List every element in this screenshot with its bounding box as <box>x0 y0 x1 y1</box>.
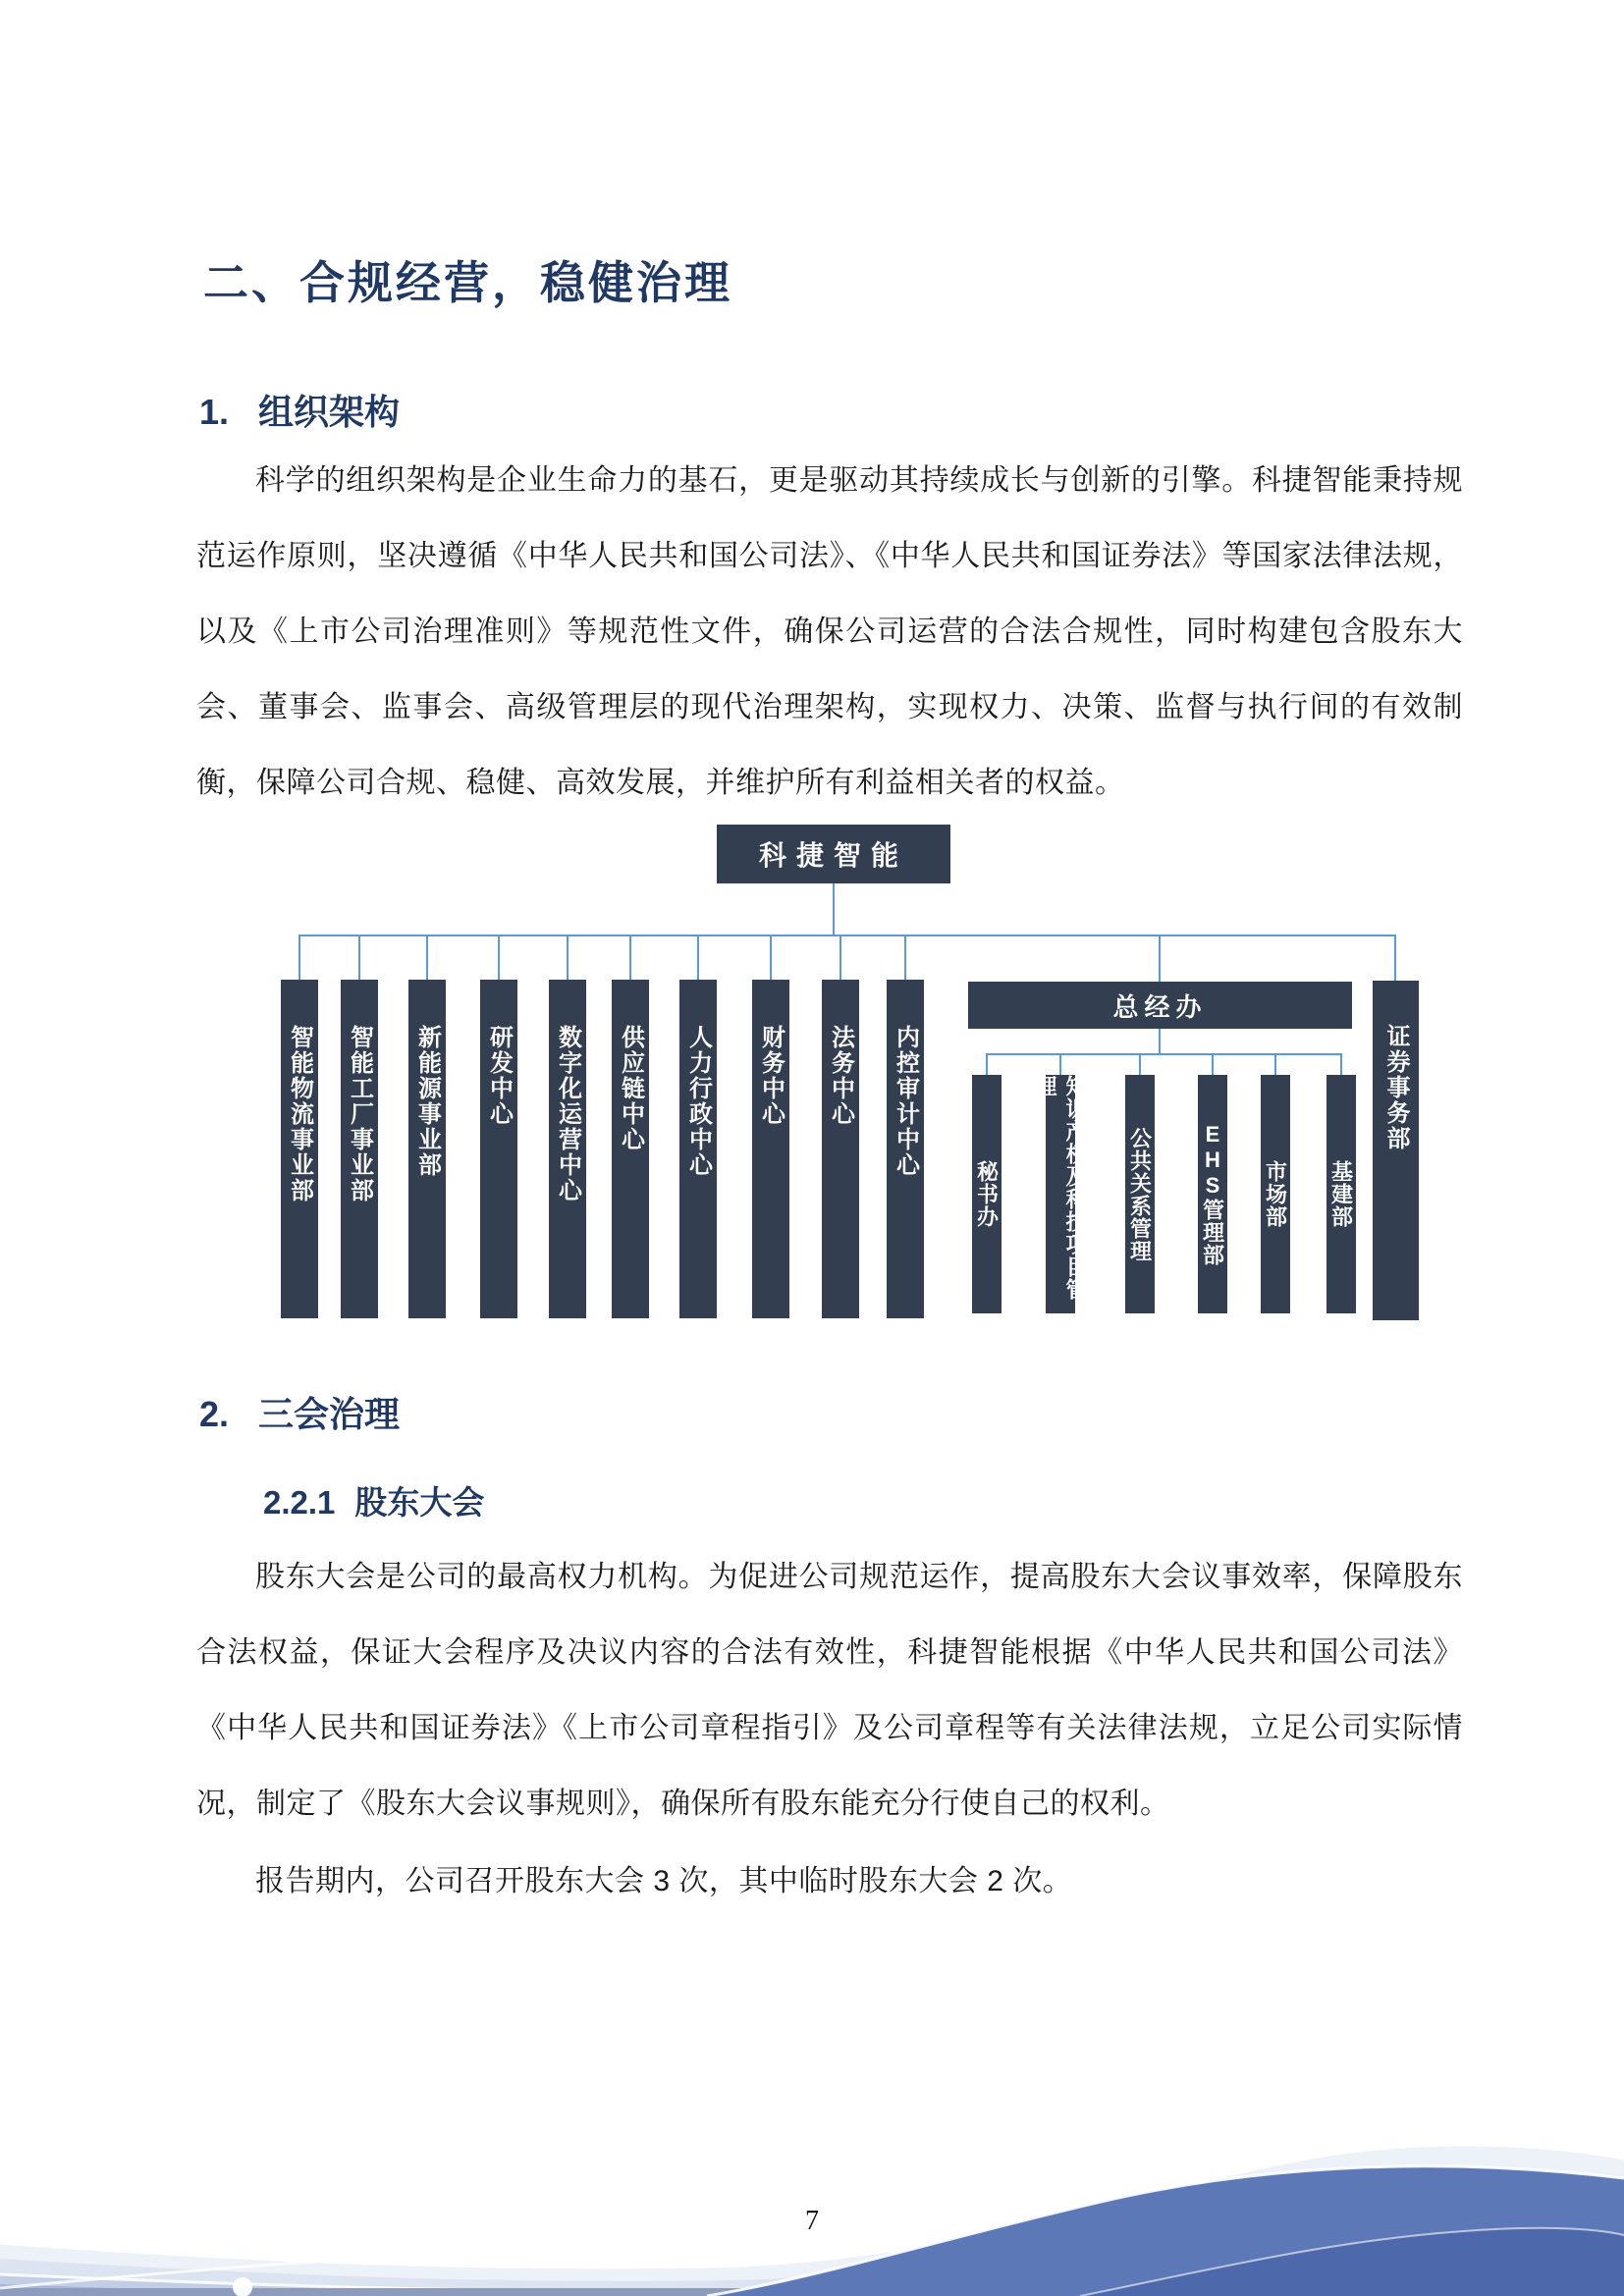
connector-drop <box>629 935 631 981</box>
section-1-number: 1. <box>199 392 230 432</box>
connector-drop <box>498 935 500 981</box>
subsection-heading <box>263 1477 484 1523</box>
org-box-infrastructure: 基建部 <box>1326 1075 1356 1313</box>
connector-root-drop <box>833 883 835 935</box>
org-box-hr-admin: 人力行政中心 <box>679 980 717 1318</box>
org-box-ehs: EHS管理部 <box>1198 1075 1227 1313</box>
section-1-title: 组织架构 <box>258 392 401 432</box>
organization-chart <box>0 825 1624 1335</box>
connector-sub-drop <box>1139 1054 1141 1076</box>
connector-drop-gm <box>1159 935 1161 983</box>
org-box-digital-ops: 数字化运营中心 <box>549 980 586 1318</box>
org-box-new-energy: 新能源事业部 <box>408 980 446 1318</box>
connector-drop <box>904 935 906 981</box>
org-box-securities-affairs: 证券事务部 <box>1373 981 1419 1320</box>
org-box-marketing: 市场部 <box>1261 1075 1290 1313</box>
org-root-label: 科捷智能 <box>758 840 908 871</box>
subsection-title: 股东大会 <box>354 1484 485 1521</box>
connector-drop <box>839 935 841 981</box>
gm-office-label: 总经办 <box>1112 991 1208 1022</box>
connector-drop <box>426 935 428 981</box>
page-number: 7 <box>805 2206 819 2236</box>
connector-gm-drop <box>1159 1029 1161 1054</box>
org-intro-paragraph: 科学的组织架构是企业生命力的基石，更是驱动其持续成长与创新的引擎。科捷智能秉持规范运作原则，坚决遵循《中华人民共和国公司法》、《中华人民共和国证券法》等国家法律法规，以及《上市公司治理准则》等规范性文件，确保公司运营的合法合规性，同时构建包含股东大会、董事会、监事会、高级管理层的现代治理架构，实现权力、决策、监督与执行间的有效制衡，保障公司合规、稳健、高效发展，并维护所有利益相关者的权益。 <box>196 464 1463 799</box>
connector-drop <box>567 935 568 981</box>
connector-drop <box>298 935 300 981</box>
org-box-supply-chain: 供应链中心 <box>612 980 649 1318</box>
section-2-heading <box>199 1387 400 1437</box>
connector-sub-drop <box>986 1054 988 1076</box>
connector-sub-drop <box>1212 1054 1214 1076</box>
connector-sub-drop <box>1340 1054 1342 1076</box>
connector-drop <box>697 935 699 981</box>
connector-gm-horizontal <box>986 1053 1342 1055</box>
section-2-number: 2. <box>199 1394 230 1434</box>
connector-drop-securities <box>1394 935 1396 981</box>
org-box-smart-factory: 智能工厂事业部 <box>341 980 378 1318</box>
org-box-rd-center: 研发中心 <box>480 980 517 1318</box>
org-box-secretary-office: 秘书办 <box>972 1075 1001 1313</box>
section-1-heading <box>199 385 400 435</box>
org-box-public-relations: 公共关系管理 <box>1125 1075 1155 1313</box>
connector-sub-drop <box>1059 1054 1061 1076</box>
main-title: 二、合规经营，稳健治理 <box>203 257 732 308</box>
org-root-box <box>717 825 950 883</box>
subsection-number: 2.2.1 <box>263 1484 336 1521</box>
shareholder-meetings-paragraph: 报告期内，公司召开股东大会 3 次，其中临时股东大会 2 次。 <box>255 1865 1073 1897</box>
org-box-ip-tech-projects: 知识产权及科技项目管理 <box>1046 1075 1075 1313</box>
footer-wave-graphic <box>0 2041 1624 2296</box>
section-2-title: 三会治理 <box>258 1394 401 1434</box>
connector-main-horizontal <box>298 934 1396 936</box>
org-box-intelligent-logistics: 智能物流事业部 <box>281 980 318 1318</box>
connector-sub-drop <box>1274 1054 1276 1076</box>
org-box-internal-audit: 内控审计中心 <box>887 980 924 1318</box>
org-box-legal: 法务中心 <box>822 980 859 1318</box>
shareholder-intro-paragraph: 股东大会是公司的最高权力机构。为促进公司规范运作，提高股东大会议事效率，保障股东合法权益，保证大会程序及决议内容的合法有效性，科捷智能根据《中华人民共和国公司法》《中华人民共和国证券法》《上市公司章程指引》及公司章程等有关法律法规，立足公司实际情况，制定了《股东大会议事规则》，确保所有股东能充分行使自己的权利。 <box>196 1561 1463 1820</box>
org-box-finance: 财务中心 <box>752 980 789 1318</box>
connector-drop <box>770 935 772 981</box>
connector-drop <box>358 935 360 981</box>
org-box-gm-office <box>968 982 1352 1029</box>
